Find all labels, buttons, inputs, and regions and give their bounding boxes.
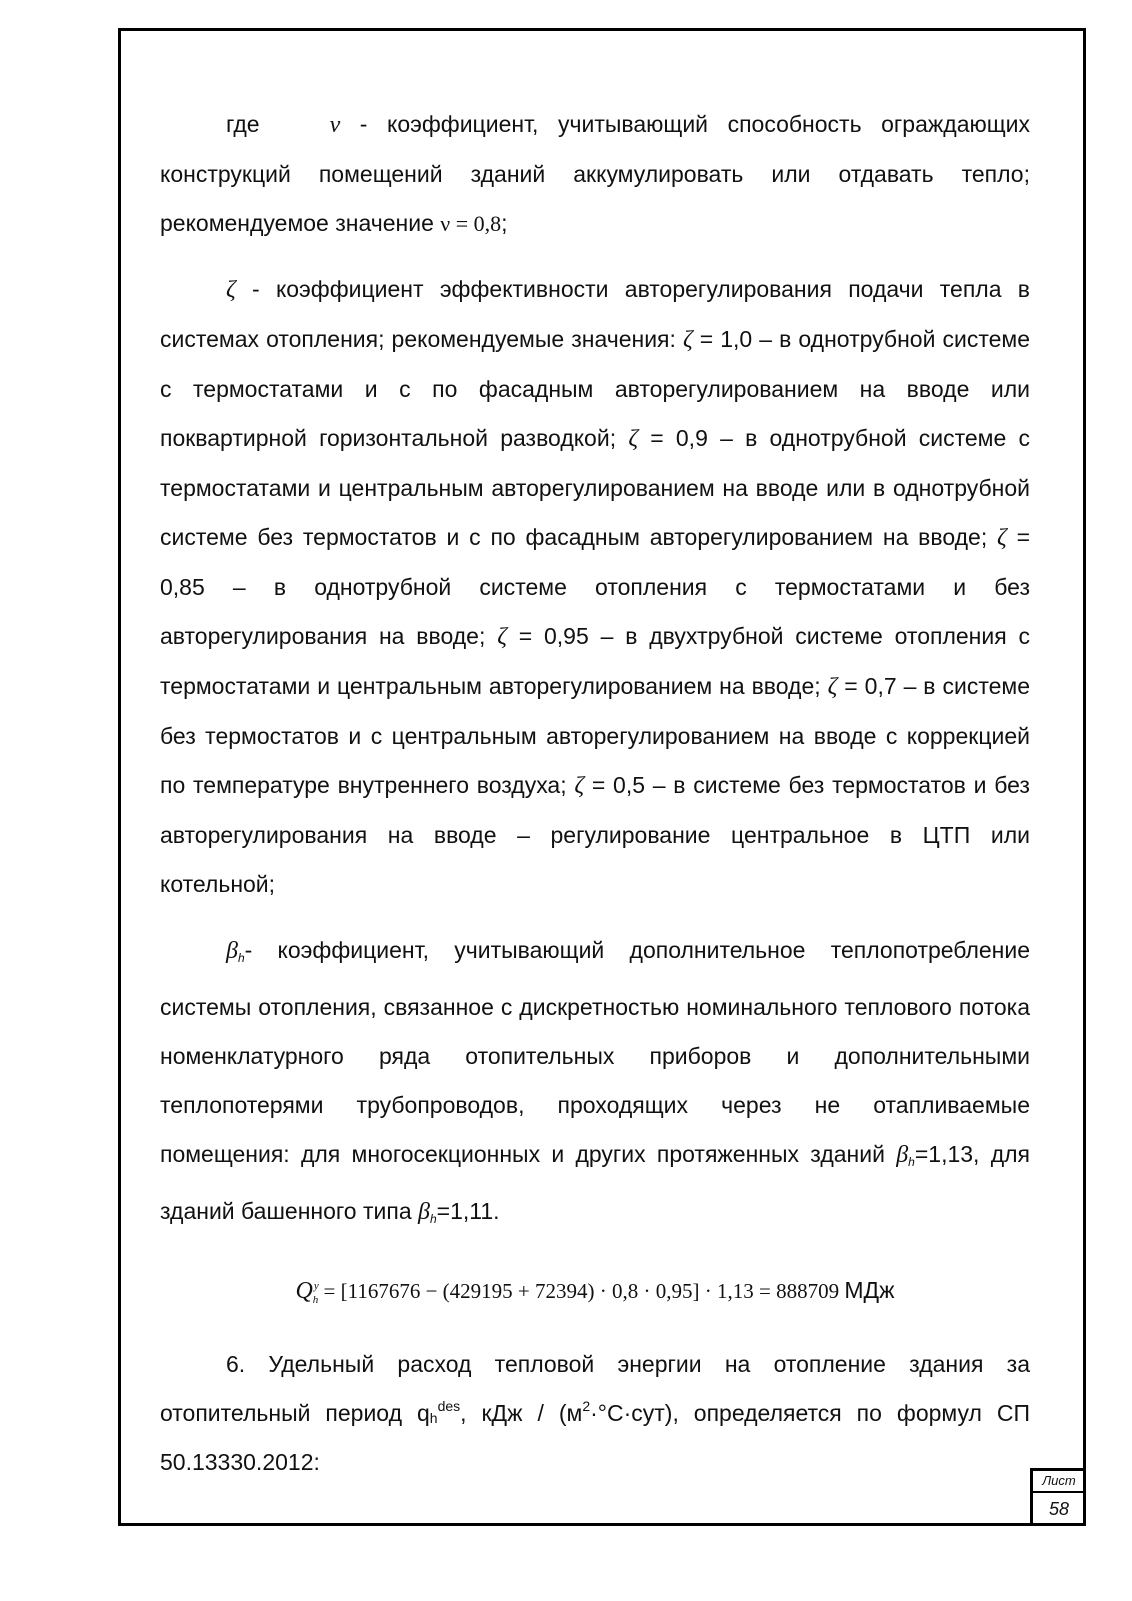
formula-lhs-sub: h — [312, 1294, 319, 1306]
formula-lhs: Q — [295, 1278, 313, 1304]
zeta-text: = 0,7 – в системе без термостатов и с центральным авторегулированием на вводе с коррекцией по температуре внутреннего воздуха; — [160, 673, 1030, 798]
nu-value: ν = 0,8 — [440, 211, 502, 236]
zeta-text: = 0,95 – в двухтрубной системе отопления с термостатами и центральным авторегулированием на вводе; — [160, 623, 1030, 699]
zeta-symbol: ζ — [682, 327, 693, 353]
formula-expression: = [1167676 − (429195 + 72394) · 0,8 · 0,95] · 1,13 = 888709 — [323, 1279, 840, 1303]
paragraph-beta — [160, 926, 1030, 1244]
beta-text: - коэффициент, учитывающий дополнительное теплопотребление системы отопления, связанное с дискретностью номинального теплового потока номенклатурного ряда отопительных приборов и дополнительными теплопотерями трубопроводов, проходящих через не отапливаемые помещения: для многосекционных и других протяженных зданий — [160, 937, 1030, 1167]
beta-text: =1,11. — [436, 1198, 500, 1224]
zeta-symbol: ζ — [827, 674, 838, 700]
item6-text-end: ·°С·сут), определяется по формул СП 50.13330.2012: — [160, 1400, 1030, 1475]
zeta-text: = 0,85 – в однотрубной системе отопления с термостатами и без авторегулирования на вводе; — [160, 524, 1031, 649]
beta-subscript: h — [429, 1212, 437, 1226]
beta-text: =1,13, для зданий башенного типа — [160, 1141, 1030, 1224]
beta-symbol: β — [226, 938, 238, 964]
zeta-text: = 0,9 – в однотрубной системе с термостатами и центральным авторегулированием на вводе или в однотрубной системе без термостатов и с по фасадным авторегулированием на вводе; — [160, 425, 1031, 550]
beta-subscript: h — [908, 1155, 915, 1169]
formula-unit: МДж — [844, 1277, 895, 1303]
item6-text-middle: , кДж / (м — [460, 1400, 583, 1426]
lead-word: где — [226, 111, 260, 137]
zeta-symbol: ζ — [497, 624, 507, 650]
q-subscript: h — [429, 1410, 438, 1426]
m-superscript: 2 — [582, 1398, 591, 1414]
zeta-text: = 1,0 – в однотрубной системе с термостатами и с по фасадным авторегулированием на вводе или поквартирной горизонтальной разводкой; — [160, 326, 1030, 451]
beta-symbol: β — [896, 1142, 909, 1168]
q-superscript: des — [437, 1398, 461, 1414]
zeta-symbol: ζ — [997, 525, 1007, 551]
paragraph-text: - коэффициент, учитывающий способность ограждающих конструкций помещений зданий аккумулировать или отдавать тепло; рекомендуемое значение — [160, 111, 1031, 236]
paragraph-zeta — [160, 265, 1030, 909]
zeta-symbol: ζ — [226, 277, 236, 303]
formula-heat-demand — [160, 1266, 1030, 1320]
zeta-symbol: ζ — [574, 773, 585, 799]
zeta-symbol: ζ — [628, 426, 639, 452]
zeta-text: = 0,5 – в системе без термостатов и без авторегулирования на вводе – регулирование центральное в ЦТП или котельной; — [160, 772, 1030, 897]
formula-lhs-sup: y — [313, 1280, 319, 1292]
paragraph-end: ; — [501, 210, 508, 236]
sheet-stamp — [1030, 1468, 1085, 1525]
beta-symbol: β — [418, 1199, 430, 1225]
zeta-text: - коэффициент эффективности авторегулирования подачи тепла в системах отопления; рекомендуемые значения: — [160, 276, 1030, 352]
document-body — [160, 100, 1030, 1487]
nu-symbol: ν — [329, 112, 341, 138]
beta-subscript: h — [237, 951, 245, 965]
paragraph-nu — [160, 100, 1030, 248]
item6-text-start: 6. Удельный расход тепловой энергии на отопление здания за отопительный период q — [160, 1351, 1030, 1426]
paragraph-item-6 — [160, 1340, 1030, 1487]
sheet-number: 58 — [1048, 1499, 1070, 1519]
sheet-label: Лист — [1033, 1471, 1085, 1493]
